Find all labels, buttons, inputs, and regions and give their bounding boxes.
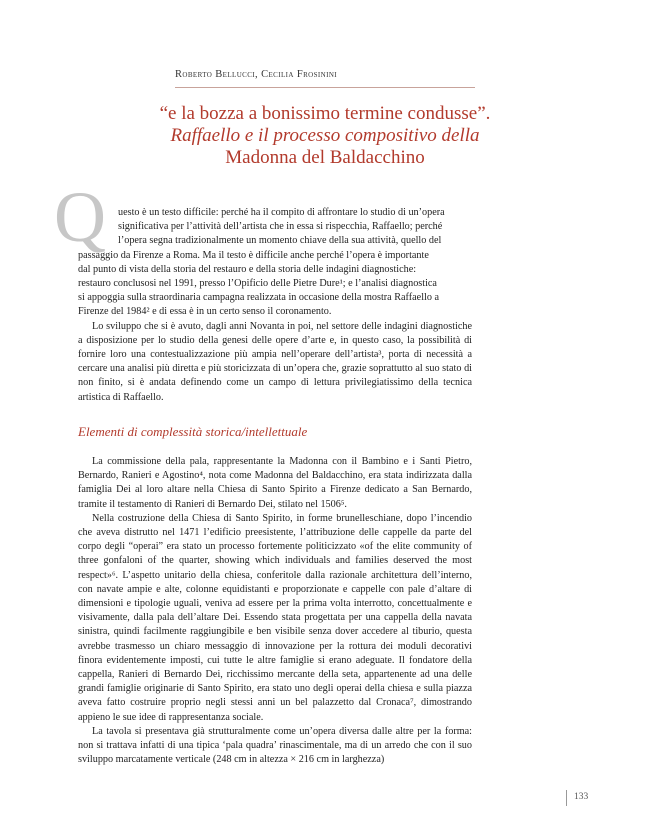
page-number: 133 [574,792,589,802]
section-heading: Elementi di complessità storica/intellettuale [78,424,308,439]
running-head-authors: Roberto Bellucci, Cecilia Frosinini [175,69,338,80]
intro-line-1: uesto è un testo difficile: perché ha il compito di affrontare lo studio di un’opera [118,207,445,218]
section-text [78,455,472,767]
intro-line-8: Firenze del 1984² e di essa è in un certo senso il coronamento. [78,306,332,318]
title-line-3: Madonna del Baldacchino [225,147,425,168]
intro-paragraph-2: Lo sviluppo che si è avuto, dagli anni Novanta in poi, nel settore delle indagini diagnostiche a disposizione per lo studio della genesi delle opere d’arte e, in questo caso, la possibilità di fornire loro una contestualizzazione più ampia nell’operare dell’artista³, porta di necessità a cercare una analisi più diretta e più storicizzata di un’opera che, grazie soprattutto al suo stato di non finito, si è andata definendo come un campo di lettura privilegiatissimo della tecnica artistica di Raffaello. [78,320,472,403]
title-line-2: Raffaello e il processo compositivo della [170,125,480,146]
intro-line-4: passaggio da Firenze a Roma. Ma il testo è difficile anche perché l’opera è importante [78,249,429,261]
intro-line-6: restauro conclusosi nel 1991, presso l’Opificio delle Pietre Dure¹; e l’analisi diagnostica [78,278,437,290]
section-paragraph-1: La commissione della pala, rappresentante la Madonna con il Bambino e i Santi Pietro, Bernardo, Ranieri e Agostino⁴, nota come Madonna del Baldacchino, era stata indirizzata dalla famiglia Dei al loro altare nella Chiesa di Santo Spirito a Firenze dedicato a San Bernardo, tramite il testamento di Ranieri di Bernardo Dei, stilato nel 1506⁵. [78,456,472,510]
intro-paragraph-1 [78,206,472,320]
running-head-rule [175,87,475,88]
intro-text [78,206,472,405]
intro-line-5: dal punto di vista della storia del restauro e della storia delle indagini diagnostiche: [78,263,417,275]
drop-cap: Q [54,177,106,257]
intro-line-3: l’opera segna tradizionalmente un momento chiave della sua attività, quello del [118,235,442,247]
article-title [70,103,580,169]
page-number-rule [566,790,567,806]
section-paragraph-3: La tavola si presentava già strutturalmente come un’opera diversa dalle altre per la forma: non si trattava infatti di una tipica ‘pala quadra’ rinascimentale, ma di un arredo che con il suo sviluppo marcatamente verticale (248 cm in altezza × 216 cm in larghezza) [78,725,472,766]
intro-line-2: significativa per l’attività dell’artista che in essa si rispecchia, Raffaello; perché [118,221,443,233]
section-paragraph-2: Nella costruzione della Chiesa di Santo Spirito, in forme brunelleschiane, dopo l’incendio che aveva distrutto nel 1471 l’edificio preesistente, l’attribuzione delle cappelle da parte del corpo degli “operai” era stato un processo fortemente politicizzato «of the elite community of three gonfaloni of the quarter, showing which individuals and families deserved the most respect»⁶. L’aspetto unitario della chiesa, conferitole dalla razionale architettura dell’interno, con navate ampie e alte, colonne equidistanti e proporzionate e cappelle con pale d’altare di dimensioni e tipologie uguali, veniva ad essere per la prima volta interrotto, concettualmente e visivamente, dalla pala dell’altare Dei. Essendo stata progettata per una cappella della navata sinistra, quindi facilmente raggiungibile e ben visibile senza dover accedere al tiburio, questa avrebbe trasmesso un chiaro messaggio di innovazione per la rottura dei moduli decorativi finora evidentemente imposti, cui tutte le altre famiglie si erano adeguate. Il fondatore della cappella, Ranieri di Bernardo Dei, ricchissimo mercante della seta, appartenente ad una delle grandi famiglie originarie di Santo Spirito, era stato uno degli operai della chiesa e sulla piazza aveva fatto costruire proprio negli stessi anni un bel palazzetto dal Cronaca⁷, dimostrando appieno le sue idee di rappresentanza sociale. [78,512,472,723]
intro-line-7: si appoggia sulla straordinaria campagna realizzata in occasione della mostra Raffaello a [78,292,440,304]
title-line-1: “e la bozza a bonissimo termine condusse”. [159,103,491,124]
